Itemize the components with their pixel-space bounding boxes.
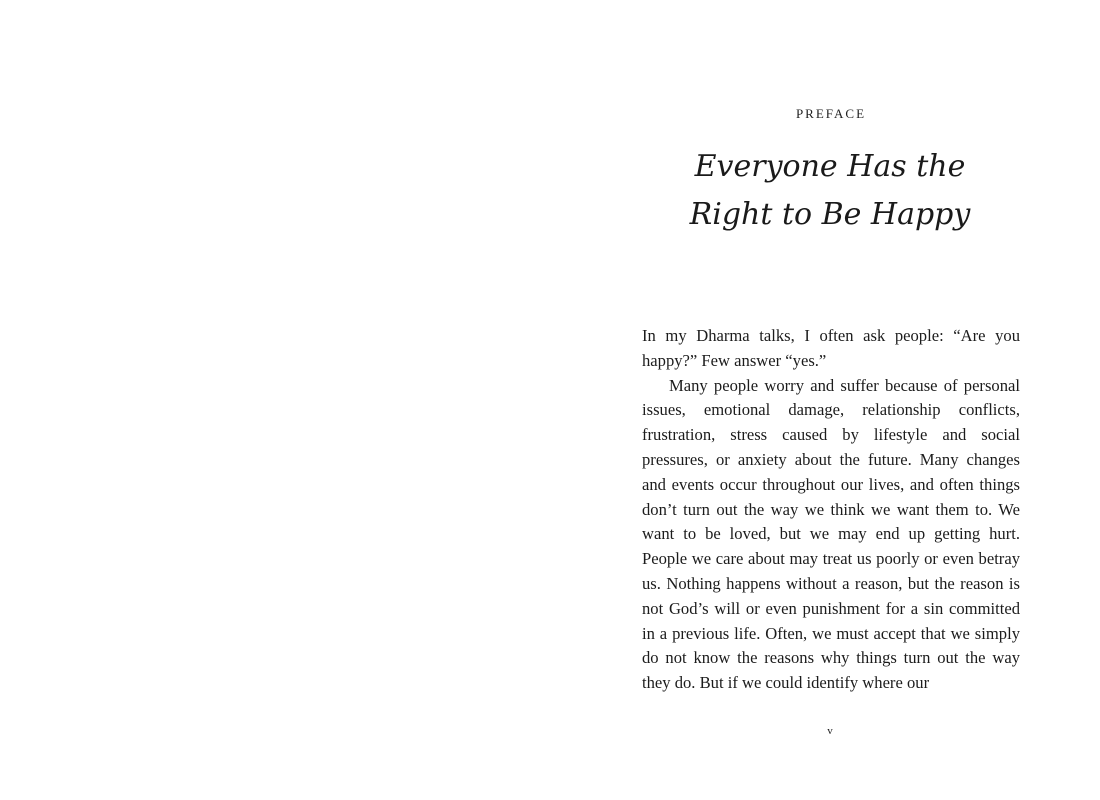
page-number: v [827, 725, 833, 737]
title-line-2: Right to Be Happy [689, 197, 971, 232]
paragraph-1: In my Dharma talks, I often ask people: “Are you happy?” Few answer “yes.” [642, 326, 1020, 370]
handwritten-title [680, 140, 980, 250]
paragraph-2: Many people worry and suffer because of personal issues, emotional damage, relationship conflicts, frustration, stress caused by lifestyle and social pressures, or anxiety about the future. Many changes and events occur throughout our lives, and often things don’t turn out the way we think we want them to. We want to be loved, but we may end up getting hurt. People we care about may treat us poorly or even betray us. Nothing happens without a reason, but the reason is not God’s will or even punishment for a sin committed in a previous life. Often, we must accept that we simply do not know the reasons why things turn out the way they do. But if we could identify where our [642, 375, 1020, 693]
right-page [550, 0, 1100, 800]
title-line-1: Everyone Has the [694, 149, 966, 184]
handwritten-title-svg [680, 140, 980, 250]
body-text [642, 324, 1020, 696]
section-label: PREFACE [795, 106, 867, 121]
